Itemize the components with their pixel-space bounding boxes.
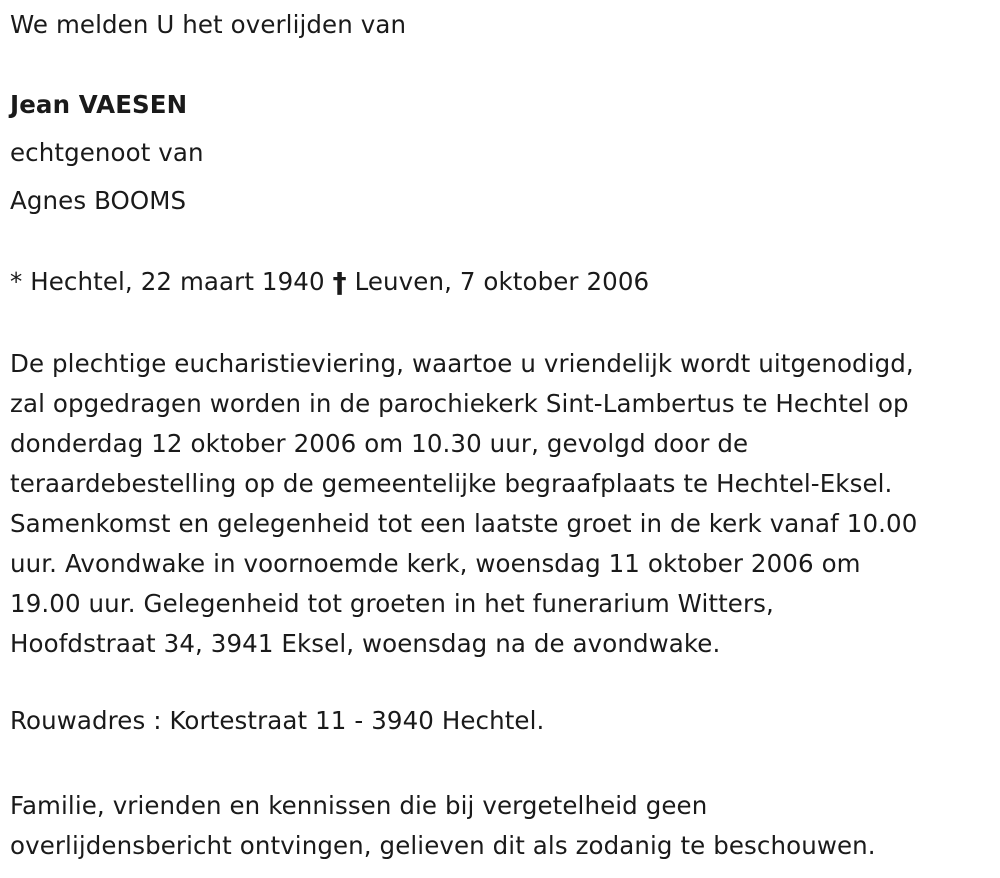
closing-line: Familie, vrienden en kennissen die bij vergetelheid geen (10, 791, 708, 820)
closing-paragraph (10, 786, 876, 866)
spouse-label: echtgenoot van (10, 138, 204, 167)
birth-death-dates (10, 266, 649, 297)
ceremony-paragraph (10, 344, 995, 664)
birth-text: * Hechtel, 22 maart 1940 (10, 267, 325, 296)
ceremony-line: teraardebestelling op de gemeentelijke begraafplaats te Hechtel-Eksel. (10, 469, 893, 498)
ceremony-line: uur. Avondwake in voornoemde kerk, woensdag 11 oktober 2006 om (10, 549, 861, 578)
ceremony-line: 19.00 uur. Gelegenheid tot groeten in het funerarium Witters, (10, 589, 774, 618)
ceremony-line: De plechtige eucharistieviering, waartoe u vriendelijk wordt uitgenodigd, (10, 349, 914, 378)
intro-text: We melden U het overlijden van (10, 10, 407, 39)
deceased-name: Jean VAESEN (10, 90, 188, 119)
closing-line: overlijdensbericht ontvingen, gelieven dit als zodanig te beschouwen. (10, 831, 876, 860)
mourning-address: Rouwadres : Kortestraat 11 - 3940 Hechtel. (10, 706, 545, 735)
ceremony-line: Samenkomst en gelegenheid tot een laatste groet in de kerk vanaf 10.00 (10, 509, 918, 538)
death-text: Leuven, 7 oktober 2006 (354, 267, 650, 296)
ceremony-line: Hoofdstraat 34, 3941 Eksel, woensdag na de avondwake. (10, 629, 721, 658)
spouse-name: Agnes BOOMS (10, 186, 187, 215)
cross-icon: † (332, 266, 347, 299)
ceremony-line: donderdag 12 oktober 2006 om 10.30 uur, gevolgd door de (10, 429, 749, 458)
ceremony-line: zal opgedragen worden in de parochiekerk Sint-Lambertus te Hechtel op (10, 389, 909, 418)
